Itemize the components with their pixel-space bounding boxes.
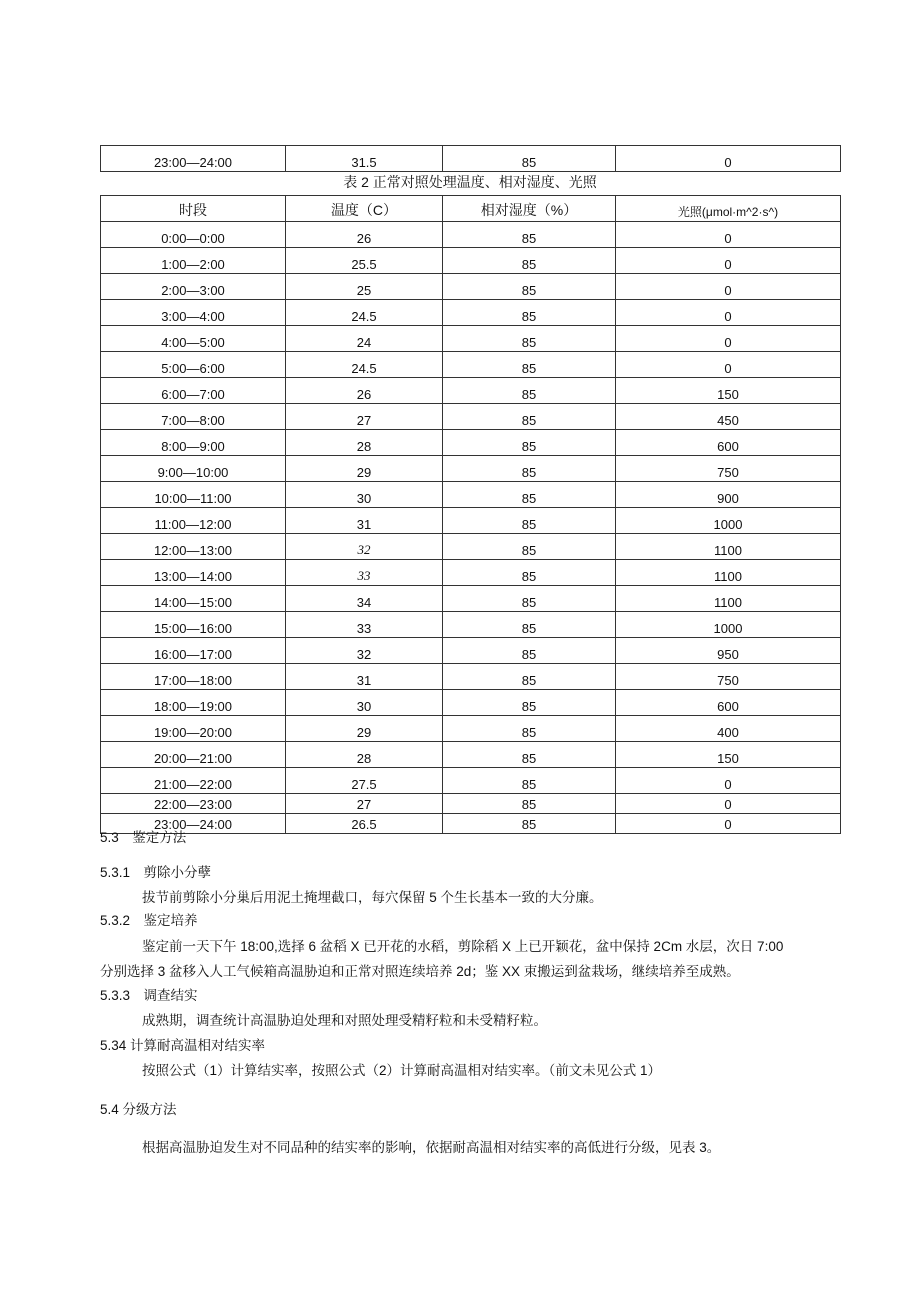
table-cell: 29 xyxy=(286,456,443,482)
paragraph: 5.3.3 调查结实 xyxy=(100,988,198,1003)
table-cell: 85 xyxy=(443,300,616,326)
table-cell: 18:00—19:00 xyxy=(101,690,286,716)
table-row xyxy=(101,814,841,834)
table-cell: 33 xyxy=(286,612,443,638)
table-cell: 9:00—10:00 xyxy=(101,456,286,482)
table-row xyxy=(101,664,841,690)
table-cell: 85 xyxy=(443,814,616,834)
table-cell: 32 xyxy=(286,534,443,560)
table-row xyxy=(101,456,841,482)
table-cell: 0 xyxy=(616,326,841,352)
paragraph: 5.3 鉴定方法 xyxy=(100,830,187,845)
table-cell: 6:00—7:00 xyxy=(101,378,286,404)
table-cell: 950 xyxy=(616,638,841,664)
table-cell: 11:00—12:00 xyxy=(101,508,286,534)
table-row xyxy=(101,430,841,456)
table-row xyxy=(101,612,841,638)
table2 xyxy=(100,195,841,834)
table-cell: 0 xyxy=(616,768,841,794)
paragraph: 5.3.2 鉴定培养 xyxy=(100,913,198,928)
table-cell: 7:00—8:00 xyxy=(101,404,286,430)
table-cell: 85 xyxy=(443,274,616,300)
table-cell: 20:00—21:00 xyxy=(101,742,286,768)
table-cell: 0 xyxy=(616,300,841,326)
table-cell: 4:00—5:00 xyxy=(101,326,286,352)
table-cell: 0 xyxy=(616,274,841,300)
header-cell: 时段 xyxy=(101,196,286,222)
table-cell: 22:00—23:00 xyxy=(101,794,286,814)
table-cell: 400 xyxy=(616,716,841,742)
table-header-row xyxy=(101,196,841,222)
table-cell: 3:00—4:00 xyxy=(101,300,286,326)
table-cell: 2:00—3:00 xyxy=(101,274,286,300)
table-row xyxy=(101,326,841,352)
table-cell: 14:00—15:00 xyxy=(101,586,286,612)
paragraph: 拔节前剪除小分巢后用泥土掩埋截口，每穴保留 5 个生长基本一致的大分廉。 xyxy=(142,890,603,905)
table-cell: 85 xyxy=(443,378,616,404)
table-cell: 0 xyxy=(616,814,841,834)
paragraph: 5.4 分级方法 xyxy=(100,1102,177,1117)
table-cell: 27 xyxy=(286,404,443,430)
header-cell: 温度（C） xyxy=(286,196,443,222)
table-cell: 13:00—14:00 xyxy=(101,560,286,586)
table-row xyxy=(101,742,841,768)
paragraph: 根据高温胁迫发生对不同品种的结实率的影响，依据耐高温相对结实率的高低进行分级，见表 3。 xyxy=(142,1140,721,1155)
table-cell: 0 xyxy=(616,248,841,274)
table-cell: 29 xyxy=(286,716,443,742)
table-cell: 24.5 xyxy=(286,300,443,326)
table-cell: 85 xyxy=(443,586,616,612)
table-cell: 85 xyxy=(443,794,616,814)
table-cell: 27.5 xyxy=(286,768,443,794)
table-cell: 1100 xyxy=(616,534,841,560)
table-row xyxy=(101,560,841,586)
table-cell: 85 xyxy=(443,222,616,248)
table-cell: 10:00—11:00 xyxy=(101,482,286,508)
table-cell: 85 xyxy=(443,404,616,430)
table-row xyxy=(101,768,841,794)
table-cell: 85 xyxy=(443,690,616,716)
table-cell: 8:00—9:00 xyxy=(101,430,286,456)
table-cell: 600 xyxy=(616,430,841,456)
table-cell: 85 xyxy=(443,742,616,768)
table-cell: 31 xyxy=(286,664,443,690)
table-cell: 25.5 xyxy=(286,248,443,274)
header-cell: 光照(μmol·m^2·s^) xyxy=(616,196,841,222)
table-cell: 26 xyxy=(286,222,443,248)
table-cell: 750 xyxy=(616,664,841,690)
table-row xyxy=(101,508,841,534)
paragraph: 5.3.1 剪除小分孽 xyxy=(100,865,212,880)
table-cell: 5:00—6:00 xyxy=(101,352,286,378)
table-cell: 1000 xyxy=(616,508,841,534)
table-cell: 85 xyxy=(443,664,616,690)
paragraph: 成熟期，调查统计高温胁迫处理和对照处理受精籽粒和未受精籽粒。 xyxy=(142,1013,547,1028)
table-row xyxy=(101,534,841,560)
table-row xyxy=(101,146,841,172)
table-cell: 15:00—16:00 xyxy=(101,612,286,638)
table-row xyxy=(101,248,841,274)
table-cell: 24.5 xyxy=(286,352,443,378)
table-cell: 34 xyxy=(286,586,443,612)
table-row xyxy=(101,404,841,430)
table-cell: 21:00—22:00 xyxy=(101,768,286,794)
paragraph: 鉴定前一天下午 18:00,选择 6 盆稻 X 已开花的水稻，剪除稻 X 上已开颖花，盆中保持 2Cm 水层，次日 7:00 xyxy=(142,939,784,954)
table-cell: 17:00—18:00 xyxy=(101,664,286,690)
table-cell: 25 xyxy=(286,274,443,300)
table-row xyxy=(101,222,841,248)
table-cell: 750 xyxy=(616,456,841,482)
table-cell: 85 xyxy=(443,768,616,794)
table-row xyxy=(101,352,841,378)
table-cell: 1:00—2:00 xyxy=(101,248,286,274)
table-cell: 1100 xyxy=(616,560,841,586)
table-cell: 28 xyxy=(286,742,443,768)
table-cell: 16:00—17:00 xyxy=(101,638,286,664)
table-cell: 0:00—0:00 xyxy=(101,222,286,248)
table-cell: 26 xyxy=(286,378,443,404)
table-cell: 27 xyxy=(286,794,443,814)
table-cell: 150 xyxy=(616,742,841,768)
table-cell: 85 xyxy=(443,560,616,586)
table-cell: 85 xyxy=(443,248,616,274)
table-cell: 450 xyxy=(616,404,841,430)
table-cell: 0 xyxy=(616,222,841,248)
table-cell: 12:00—13:00 xyxy=(101,534,286,560)
table-cell: 85 xyxy=(443,612,616,638)
table-cell: 900 xyxy=(616,482,841,508)
table-cell: 32 xyxy=(286,638,443,664)
paragraph: 5.34 计算耐高温相对结实率 xyxy=(100,1038,266,1053)
table-cell: 0 xyxy=(616,352,841,378)
table-cell: 28 xyxy=(286,430,443,456)
table-cell: 85 xyxy=(443,430,616,456)
table-cell: 31 xyxy=(286,508,443,534)
paragraph: 分别选择 3 盆移入人工气候箱高温胁迫和正常对照连续培养 2d；鉴 XX 束搬运到盆栽场，继续培养至成熟。 xyxy=(100,964,740,979)
table-cell: 23:00—24:00 xyxy=(101,146,286,172)
table-row xyxy=(101,794,841,814)
table-cell: 1100 xyxy=(616,586,841,612)
table-row xyxy=(101,482,841,508)
table-row xyxy=(101,378,841,404)
table-cell: 85 xyxy=(443,326,616,352)
table-cell: 26.5 xyxy=(286,814,443,834)
table-cell: 600 xyxy=(616,690,841,716)
table-cell: 85 xyxy=(443,534,616,560)
table-cell: 85 xyxy=(443,716,616,742)
table-row xyxy=(101,690,841,716)
table2-caption: 表 2 正常对照处理温度、相对湿度、光照 xyxy=(343,174,597,190)
table-row xyxy=(101,716,841,742)
table-cell: 33 xyxy=(286,560,443,586)
table-cell: 30 xyxy=(286,482,443,508)
table-cell: 85 xyxy=(443,508,616,534)
table-cell: 150 xyxy=(616,378,841,404)
table-row xyxy=(101,300,841,326)
table-cell: 85 xyxy=(443,482,616,508)
table-cell: 0 xyxy=(616,794,841,814)
table-cell: 85 xyxy=(443,352,616,378)
table-cell: 85 xyxy=(443,638,616,664)
table-cell: 1000 xyxy=(616,612,841,638)
table-cell: 0 xyxy=(616,146,841,172)
table1-fragment xyxy=(100,145,841,172)
table-cell: 85 xyxy=(443,146,616,172)
table-cell: 31.5 xyxy=(286,146,443,172)
table-cell: 23:00—24:00 xyxy=(101,814,286,834)
table-row xyxy=(101,586,841,612)
table-cell: 30 xyxy=(286,690,443,716)
table-cell: 24 xyxy=(286,326,443,352)
table-cell: 19:00—20:00 xyxy=(101,716,286,742)
paragraph: 按照公式（1）计算结实率，按照公式（2）计算耐高温相对结实率。（前文未见公式 1） xyxy=(142,1063,662,1078)
table-cell: 85 xyxy=(443,456,616,482)
header-cell: 相对湿度（%） xyxy=(443,196,616,222)
table-row xyxy=(101,638,841,664)
table-row xyxy=(101,274,841,300)
